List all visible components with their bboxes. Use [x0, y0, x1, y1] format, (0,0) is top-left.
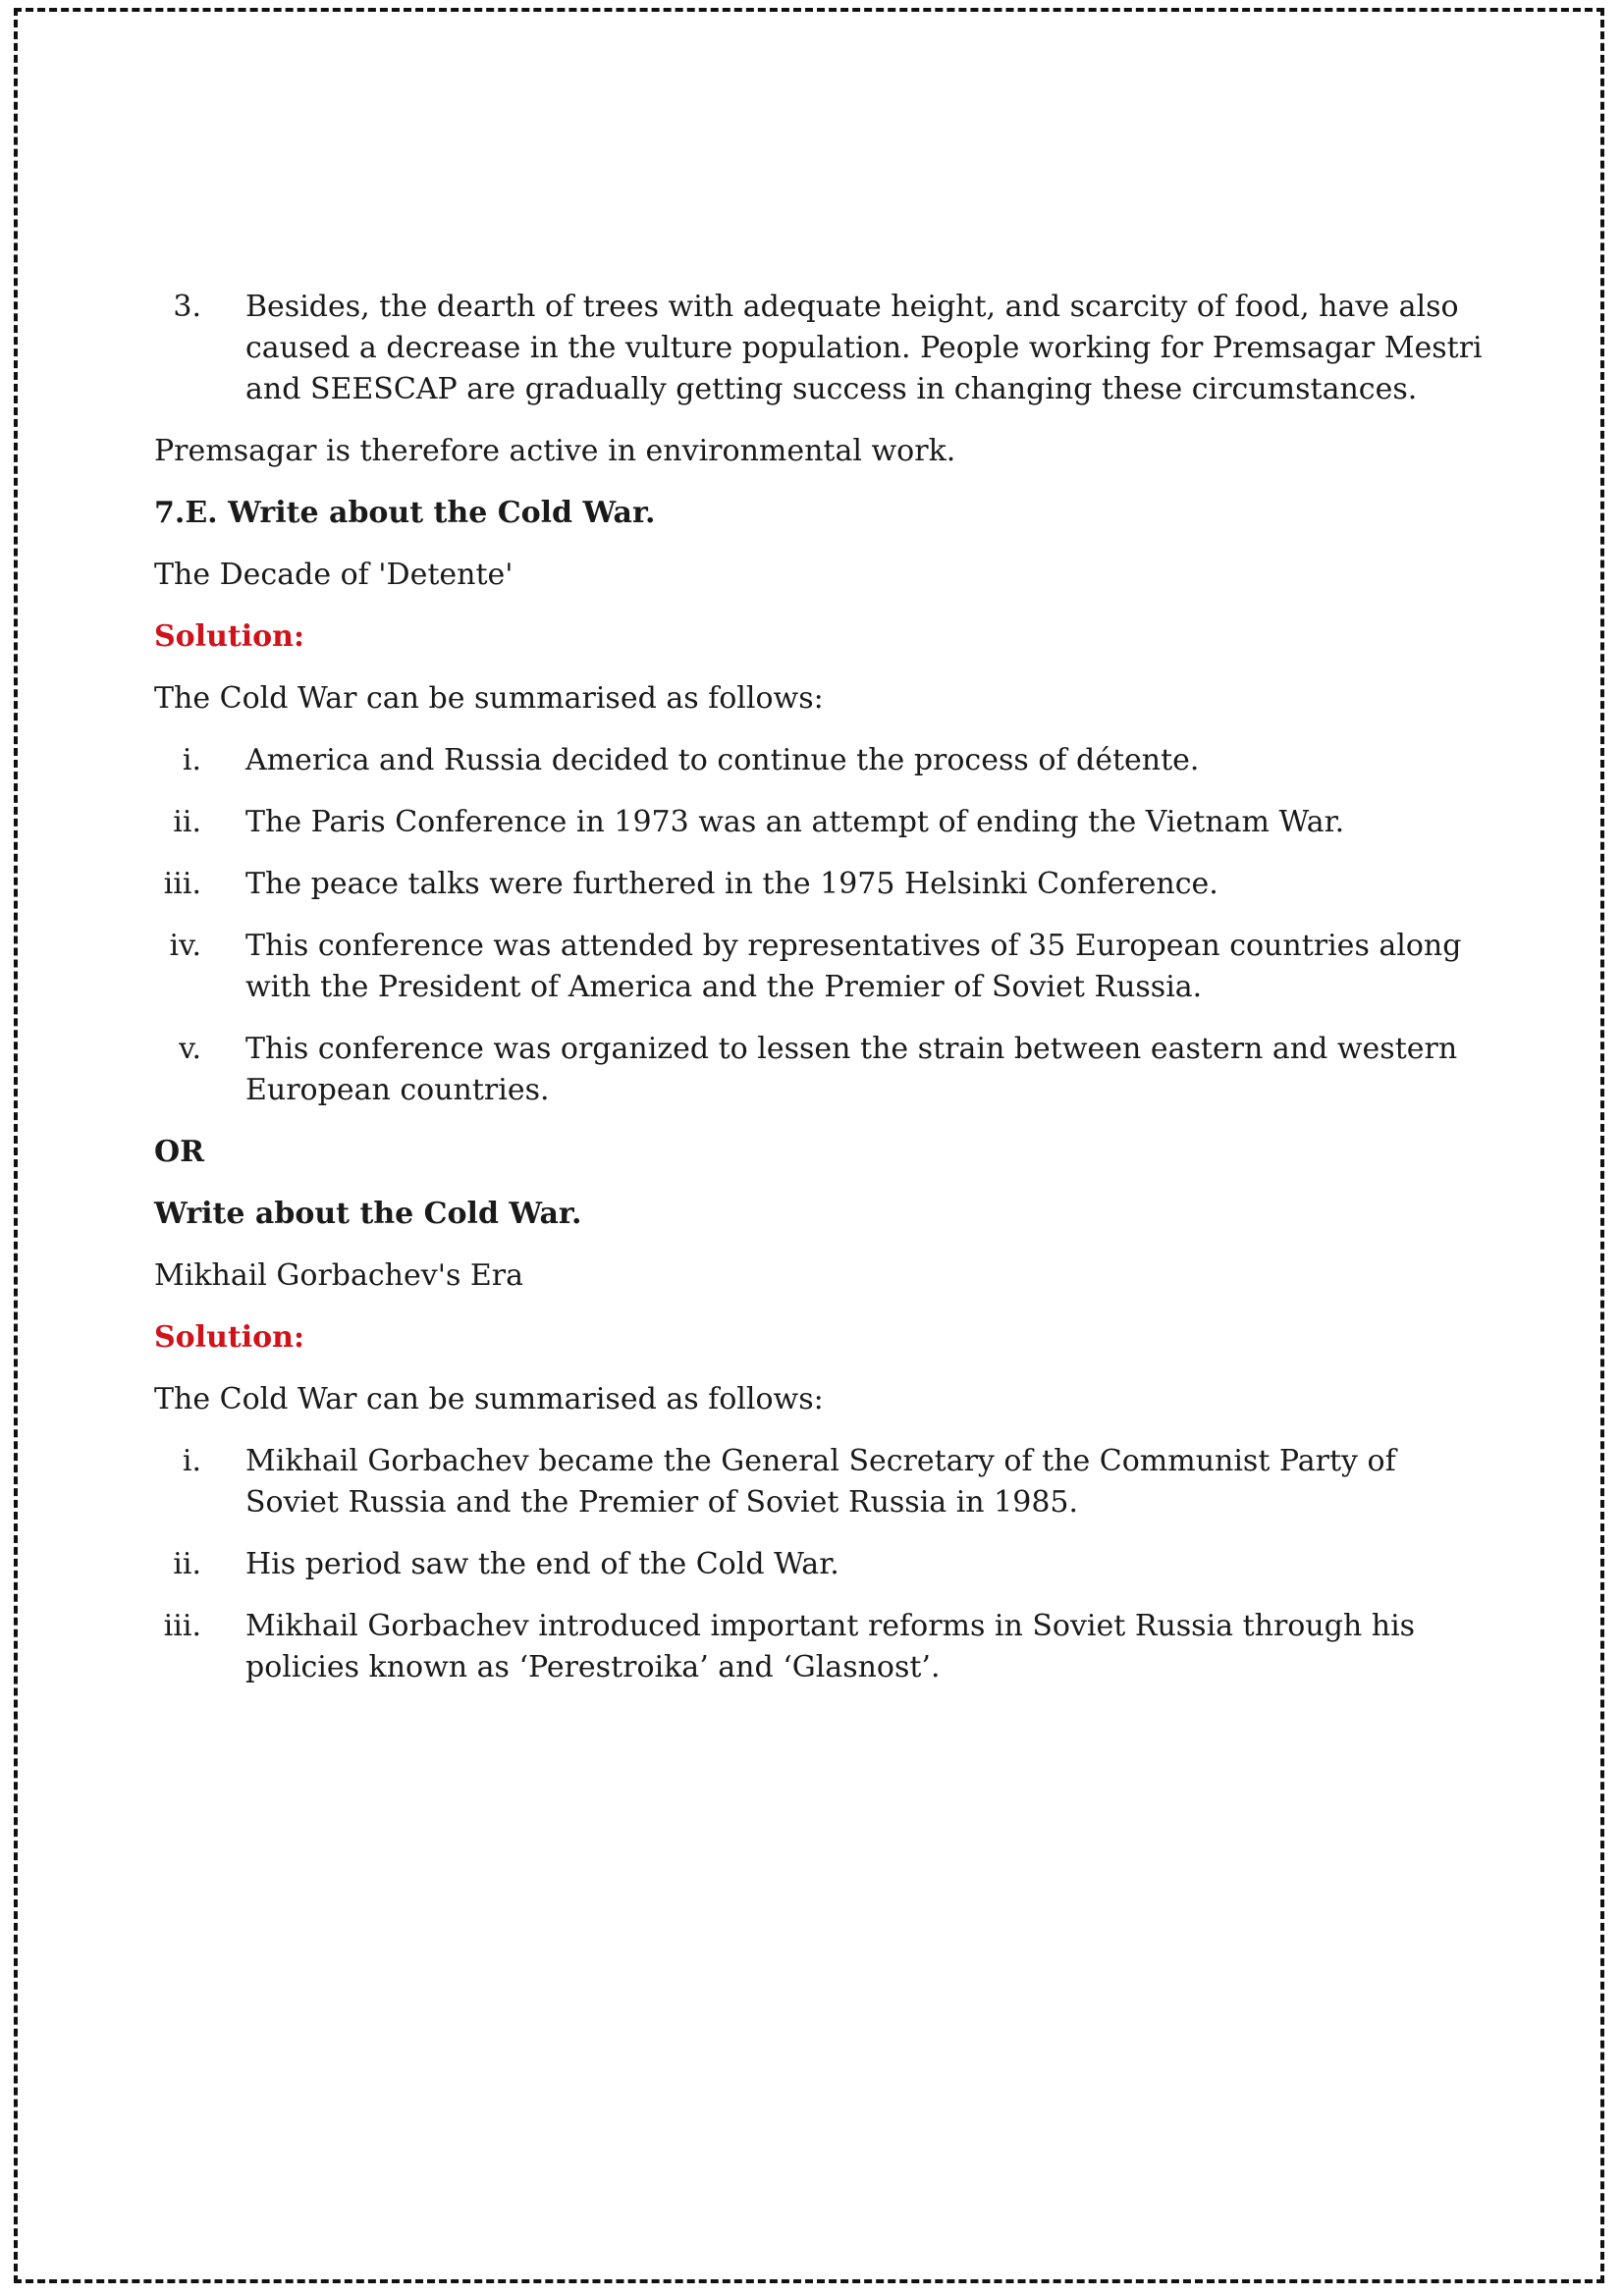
list-item-number: iii. [163, 867, 201, 901]
summary-1: The Cold War can be summarised as follows: [154, 681, 824, 716]
list-item-number: 3. [173, 290, 201, 324]
list-item-number: i. [182, 743, 201, 777]
list-item-text: The Paris Conference in 1973 was an attempt of ending the Vietnam War. [245, 805, 1345, 839]
list-item [154, 864, 1489, 905]
question-heading-1: 7.E. Write about the Cold War. [154, 496, 656, 530]
list-item-number: i. [182, 1444, 201, 1478]
list-item-text: His period saw the end of the Cold War. [245, 1547, 839, 1581]
list-item [154, 740, 1489, 781]
document-content [154, 287, 1489, 1709]
list-item [154, 1544, 1489, 1585]
list-item-number: iv. [169, 929, 201, 963]
list-item-text: America and Russia decided to continue the process of détente. [245, 743, 1200, 777]
list-item [154, 1606, 1489, 1688]
list-item [154, 926, 1489, 1008]
or-separator: OR [154, 1135, 205, 1169]
list-item-text: The peace talks were furthered in the 1975 Helsinki Conference. [245, 867, 1218, 901]
list-item [154, 287, 1489, 410]
solution-label-1: Solution: [154, 619, 305, 654]
list-item [154, 802, 1489, 843]
list-item-text: Mikhail Gorbachev became the General Secretary of the Communist Party of Soviet Russia and the Premier of Soviet Russia in 1985. [245, 1444, 1396, 1520]
summary-2: The Cold War can be summarised as follows: [154, 1382, 824, 1416]
list-item-text: Besides, the dearth of trees with adequate height, and scarcity of food, have also caused a decrease in the vulture population. People working for Premsagar Mestri and SEESCAP are gradually getting success in changing these circumstances. [245, 290, 1483, 406]
solution-label-2: Solution: [154, 1320, 305, 1355]
list-item-text: This conference was attended by representatives of 35 European countries along with the President of America and the Premier of Soviet Russia. [245, 929, 1462, 1004]
topic-2: Mikhail Gorbachev's Era [154, 1258, 524, 1293]
list-item-text: This conference was organized to lessen the strain between eastern and western European countries. [245, 1032, 1458, 1107]
list-item-number: ii. [173, 1547, 201, 1581]
list-item [154, 1441, 1489, 1523]
question-heading-2: Write about the Cold War. [154, 1197, 582, 1231]
points-list-1 [154, 740, 1489, 1111]
list-item-text: Mikhail Gorbachev introduced important reforms in Soviet Russia through his policies known as ‘Perestroika’ and ‘Glasnost’. [245, 1609, 1416, 1684]
topic-1: The Decade of 'Detente' [154, 558, 514, 592]
points-list-2 [154, 1441, 1489, 1688]
intro-conclusion: Premsagar is therefore active in environmental work. [154, 434, 956, 468]
list-item-number: v. [179, 1032, 201, 1066]
list-item [154, 1029, 1489, 1111]
list-item-number: iii. [163, 1609, 201, 1643]
list-item-number: ii. [173, 805, 201, 839]
intro-list [154, 287, 1489, 410]
